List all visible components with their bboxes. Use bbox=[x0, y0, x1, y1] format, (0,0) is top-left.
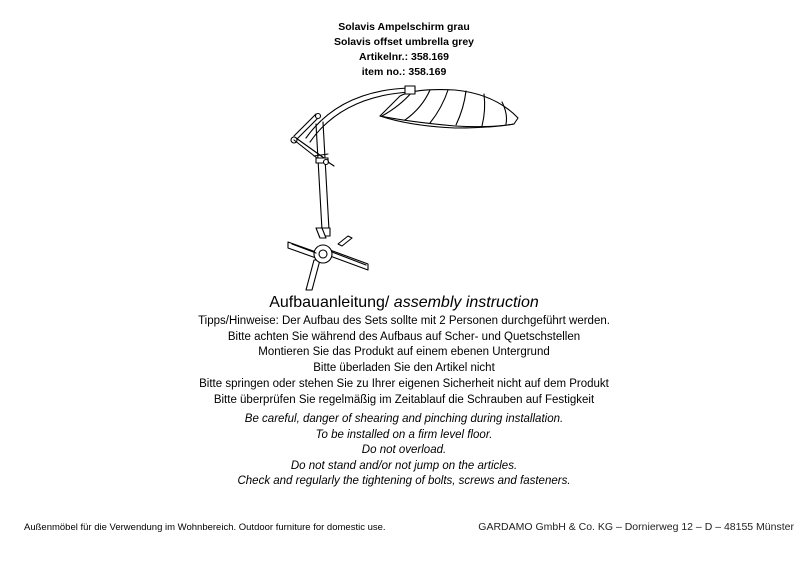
item-number: item no.: 358.169 bbox=[361, 66, 447, 78]
umbrella-pole bbox=[314, 122, 334, 236]
tip-line: Bitte achten Sie während des Aufbaus auf Scher- und Quetschstellen bbox=[227, 330, 581, 343]
warning-line: Be careful, danger of shearing and pinching during installation. bbox=[244, 413, 564, 425]
tip-line: Bitte springen oder stehen Sie zu Ihrer eigenen Sicherheit nicht auf dem Produkt bbox=[199, 377, 609, 390]
tip-line: Montieren Sie das Produkt auf einem ebenen Untergrund bbox=[258, 346, 550, 359]
umbrella-canopy bbox=[380, 90, 518, 128]
article-number: Artikelnr.: 358.169 bbox=[359, 51, 449, 63]
title-german: Aufbauanleitung/ bbox=[269, 294, 390, 311]
offset-umbrella-illustration bbox=[270, 78, 540, 298]
tip-line: Tipps/Hinweise: Der Aufbau des Sets sollte mit 2 Personen durchgeführt werden. bbox=[198, 315, 610, 327]
product-name-german: Solavis Ampelschirm grau bbox=[338, 21, 470, 33]
product-header bbox=[0, 20, 808, 80]
tip-line: Bitte überladen Sie den Artikel nicht bbox=[313, 362, 495, 375]
warnings-section-english bbox=[0, 412, 808, 490]
umbrella-arm bbox=[291, 86, 415, 162]
page-title bbox=[0, 293, 808, 313]
tip-line: Bitte überprüfen Sie regelmäßig im Zeitablauf die Schrauben auf Festigkeit bbox=[213, 393, 595, 406]
warning-line: Check and regularly the tightening of bolts, screws and fasteners. bbox=[237, 475, 571, 488]
umbrella-cross-base bbox=[288, 228, 368, 290]
product-name-english: Solavis offset umbrella grey bbox=[333, 36, 475, 48]
warning-line: Do not stand and/or not jump on the articles. bbox=[290, 459, 518, 472]
warning-line: Do not overload. bbox=[361, 444, 447, 457]
title-english: assembly instruction bbox=[393, 294, 539, 311]
warning-line: To be installed on a firm level floor. bbox=[315, 428, 493, 441]
footer-usage-note: Außenmöbel für die Verwendung im Wohnbereich. Outdoor furniture for domestic use. bbox=[24, 522, 386, 533]
footer-company-address: GARDAMO GmbH & Co. KG – Dornierweg 12 – D – 48155 Münster bbox=[478, 521, 794, 533]
tips-section-german bbox=[0, 314, 808, 408]
